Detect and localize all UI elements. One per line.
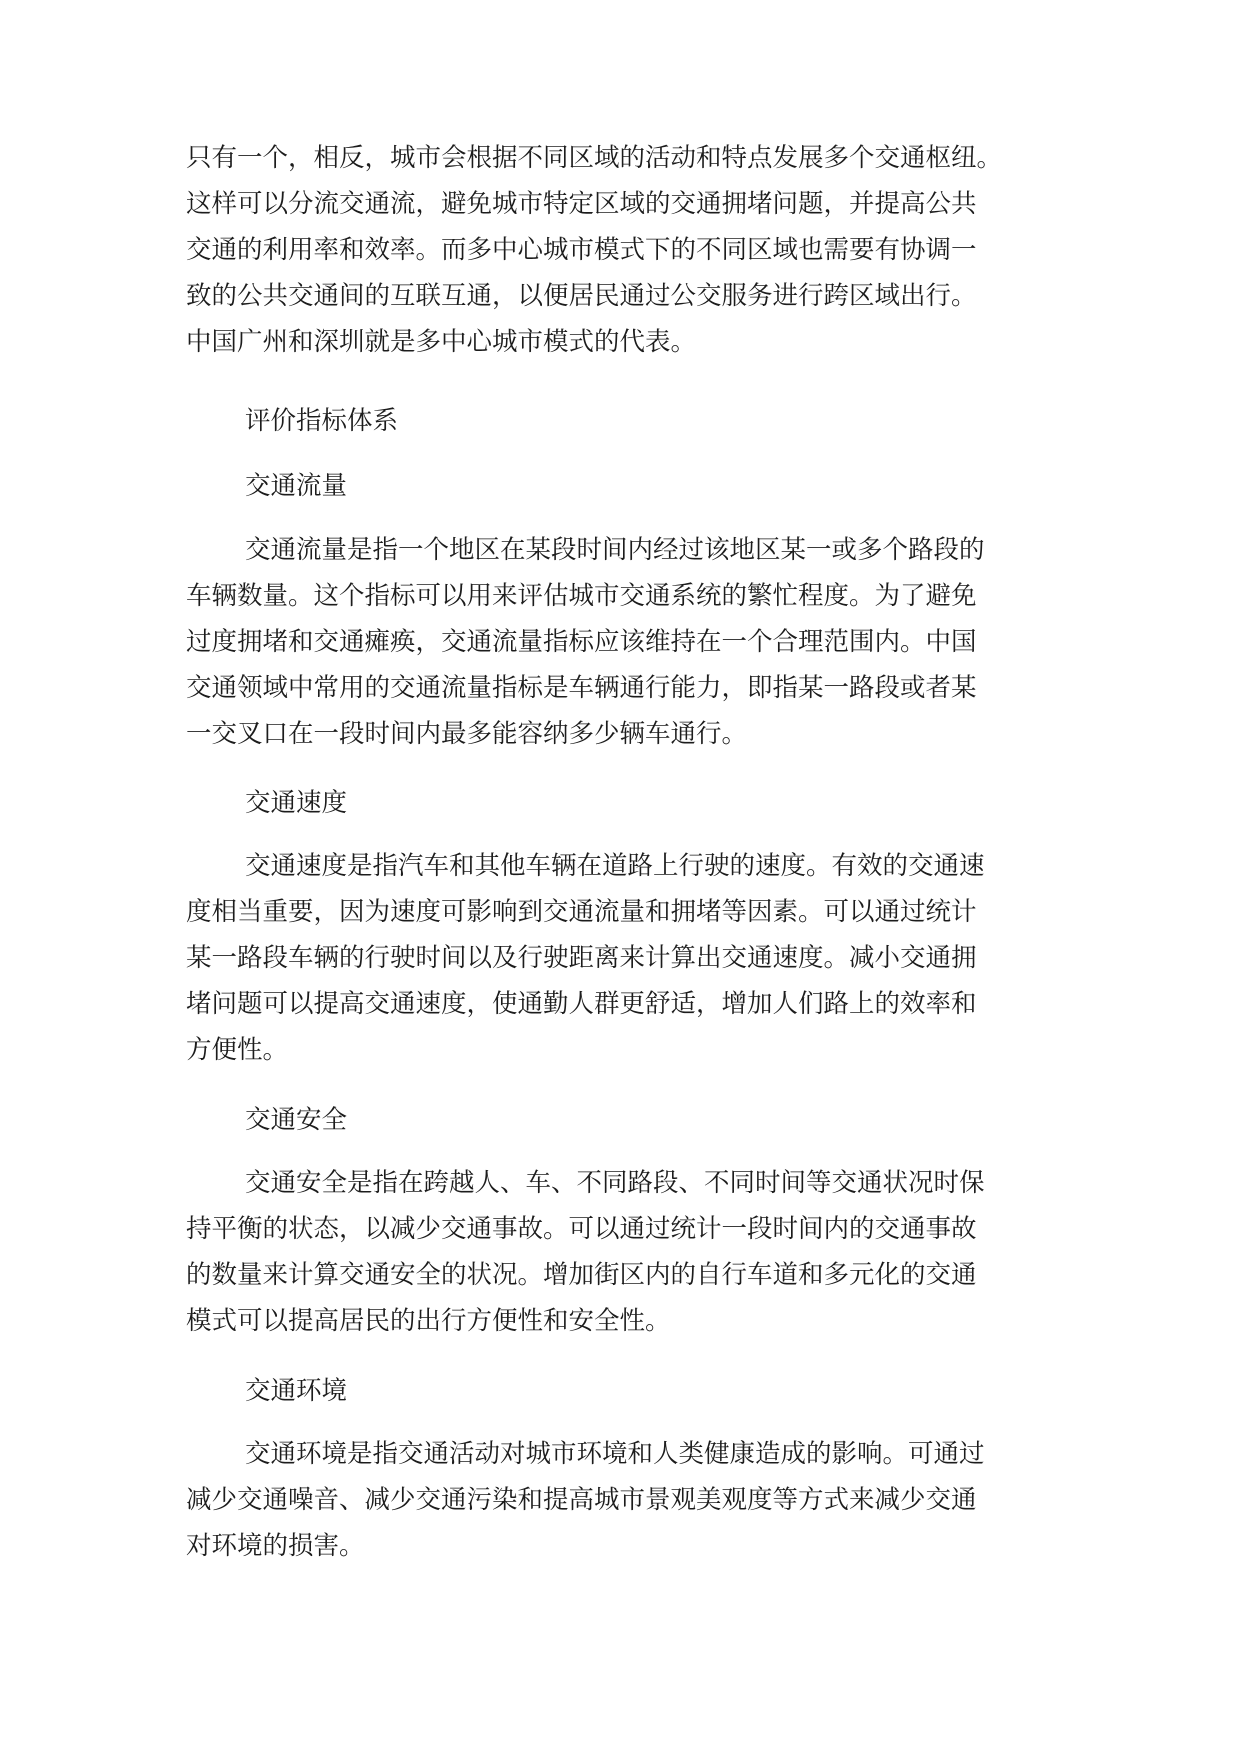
- paragraph-line: 堵问题可以提高交通速度，使通勤人群更舒适，增加人们路上的效率和: [186, 989, 977, 1019]
- paragraph-line: 交通流量是指一个地区在某段时间内经过该地区某一或多个路段的: [245, 535, 985, 565]
- paragraph-line: 的数量来计算交通安全的状况。增加街区内的自行车道和多元化的交通: [186, 1260, 977, 1290]
- paragraph-line: 致的公共交通间的互联互通，以便居民通过公交服务进行跨区域出行。: [186, 281, 977, 311]
- safety-paragraph: [186, 1160, 1026, 1344]
- paragraph-line: 模式可以提高居民的出行方便性和安全性。: [186, 1306, 671, 1336]
- intro-paragraph: [186, 135, 1026, 365]
- paragraph-line: 交通环境是指交通活动对城市环境和人类健康造成的影响。可通过: [245, 1439, 985, 1469]
- paragraph-line: 交通领域中常用的交通流量指标是车辆通行能力，即指某一路段或者某: [186, 673, 977, 703]
- paragraph-line: 车辆数量。这个指标可以用来评估城市交通系统的繁忙程度。为了避免: [186, 581, 977, 611]
- paragraph-line: 中国广州和深圳就是多中心城市模式的代表。: [186, 327, 697, 357]
- flow-heading: 交通流量: [245, 471, 348, 501]
- environment-heading: 交通环境: [245, 1376, 348, 1406]
- speed-heading: 交通速度: [245, 788, 348, 818]
- paragraph-line: 对环境的损害。: [186, 1531, 365, 1561]
- paragraph-line: 持平衡的状态，以减少交通事故。可以通过统计一段时间内的交通事故: [186, 1214, 977, 1244]
- section-heading: 评价指标体系: [245, 406, 399, 436]
- paragraph-line: 一交叉口在一段时间内最多能容纳多少辆车通行。: [186, 719, 748, 749]
- paragraph-line: 某一路段车辆的行驶时间以及行驶距离来计算出交通速度。减小交通拥: [186, 943, 977, 973]
- safety-heading: 交通安全: [245, 1105, 348, 1135]
- paragraph-line: 过度拥堵和交通瘫痪，交通流量指标应该维持在一个合理范围内。中国: [186, 627, 977, 657]
- paragraph-line: 交通的利用率和效率。而多中心城市模式下的不同区域也需要有协调一: [186, 235, 977, 265]
- paragraph-line: 交通安全是指在跨越人、车、不同路段、不同时间等交通状况时保: [245, 1168, 985, 1198]
- paragraph-line: 交通速度是指汽车和其他车辆在道路上行驶的速度。有效的交通速: [245, 851, 985, 881]
- paragraph-line: 减少交通噪音、减少交通污染和提高城市景观美观度等方式来减少交通: [186, 1485, 977, 1515]
- speed-paragraph: [186, 843, 1026, 1073]
- paragraph-line: 这样可以分流交通流，避免城市特定区域的交通拥堵问题，并提高公共: [186, 189, 977, 219]
- paragraph-line: 方便性。: [186, 1035, 289, 1065]
- paragraph-line: 度相当重要，因为速度可影响到交通流量和拥堵等因素。可以通过统计: [186, 897, 977, 927]
- flow-paragraph: [186, 527, 1026, 757]
- paragraph-line: 只有一个，相反，城市会根据不同区域的活动和特点发展多个交通枢纽。: [186, 143, 1003, 173]
- environment-paragraph: [186, 1431, 1026, 1569]
